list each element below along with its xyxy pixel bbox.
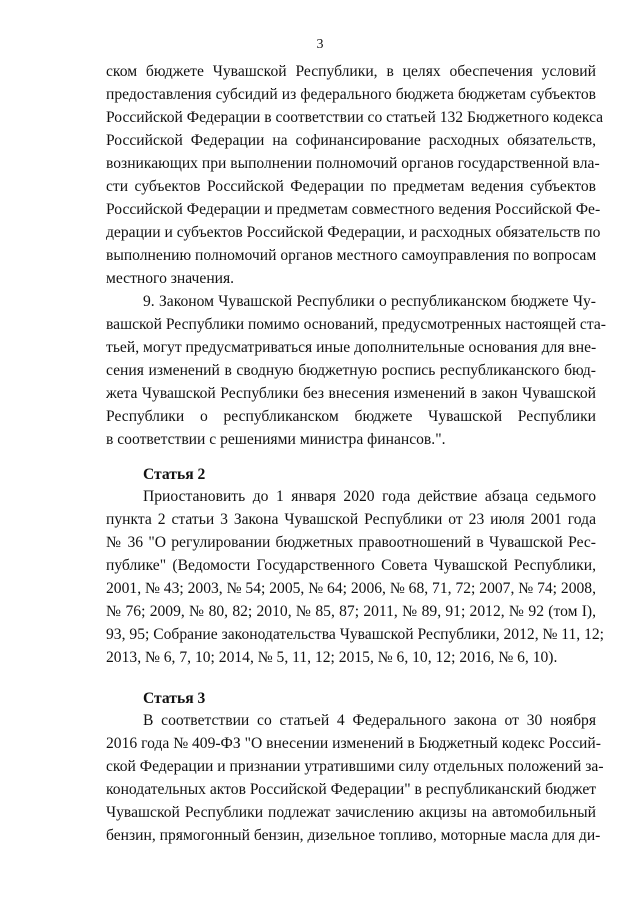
text-line: Республики о республиканском бюджете Чувашской Республики — [106, 408, 596, 425]
text-line: дерации и субъектов Российской Федерации, и расходных обязательств по — [106, 224, 601, 241]
page-number: 3 — [316, 37, 324, 52]
text-line: ском бюджете Чувашской Республики, в целях обеспечения условий — [106, 63, 596, 80]
text-line: публике" (Ведомости Государственного Совета Чувашской Республики, — [106, 557, 596, 574]
text-line: 9. Законом Чувашской Республики о республиканском бюджете Чу- — [143, 293, 596, 310]
text-line: пункта 2 статьи 3 Закона Чувашской Республики от 23 июля 2001 года — [106, 511, 596, 528]
text-line: выполнению полномочий органов местного самоуправления по вопросам — [106, 247, 597, 264]
text-line: Чувашской Республики подлежат зачислению акцизы на автомобильный — [106, 804, 596, 821]
text-line: 2013, № 6, 7, 10; 2014, № 5, 11, 12; 2015, № 6, 10, 12; 2016, № 6, 10). — [106, 649, 558, 666]
text-line: бензин, прямогонный бензин, дизельное топливо, моторные масла для ди- — [106, 827, 601, 844]
text-line: вашской Республики помимо оснований, предусмотренных настоящей ста- — [106, 316, 606, 333]
text-line: сти субъектов Российской Федерации по предметам ведения субъектов — [106, 178, 596, 195]
text-line: жета Чувашской Республики без внесения изменений в закон Чувашской — [106, 385, 596, 402]
text-line: конодательных актов Российской Федерации" в республиканский бюджет — [106, 781, 597, 798]
text-line: № 76; 2009, № 80, 82; 2010, № 85, 87; 2011, № 89, 91; 2012, № 92 (том I), — [106, 603, 596, 620]
text-line: ской Федерации и признании утратившими силу отдельных положений за- — [106, 758, 604, 775]
text-line: № 36 "О регулировании бюджетных правоотношений в Чувашской Рес- — [106, 534, 596, 551]
text-line: Приостановить до 1 января 2020 года действие абзаца седьмого — [143, 488, 596, 505]
text-line: предоставления субсидий из федерального бюджета бюджетам субъектов — [106, 86, 596, 103]
text-line: возникающих при выполнении полномочий органов государственной вла- — [106, 155, 600, 172]
text-line: в соответствии с решениями министра финансов.". — [106, 431, 446, 448]
text-line: Российской Федерации в соответствии со статьей 132 Бюджетного кодекса — [106, 109, 604, 126]
text-line: сения изменений в сводную бюджетную роспись республиканского бюд- — [106, 362, 596, 379]
article-2-heading: Статья 2 — [143, 466, 206, 483]
text-line: 2001, № 43; 2003, № 54; 2005, № 64; 2006, № 68, 71, 72; 2007, № 74; 2008, — [106, 580, 596, 597]
text-line: местного значения. — [106, 270, 235, 287]
text-line: В соответствии со статьей 4 Федерального закона от 30 ноября — [143, 712, 596, 729]
article-3-heading: Статья 3 — [143, 690, 206, 707]
text-line: Российской Федерации на софинансирование расходных обязательств, — [106, 132, 596, 149]
text-line: 93, 95; Собрание законодательства Чувашской Республики, 2012, № 11, 12; — [106, 626, 605, 643]
text-line: Российской Федерации и предметам совместного ведения Российской Фе- — [106, 201, 601, 218]
text-line: 2016 года № 409-ФЗ "О внесении изменений в Бюджетный кодекс Россий- — [106, 735, 601, 752]
text-line: тьей, могут предусматриваться иные дополнительные основания для вне- — [106, 339, 597, 356]
